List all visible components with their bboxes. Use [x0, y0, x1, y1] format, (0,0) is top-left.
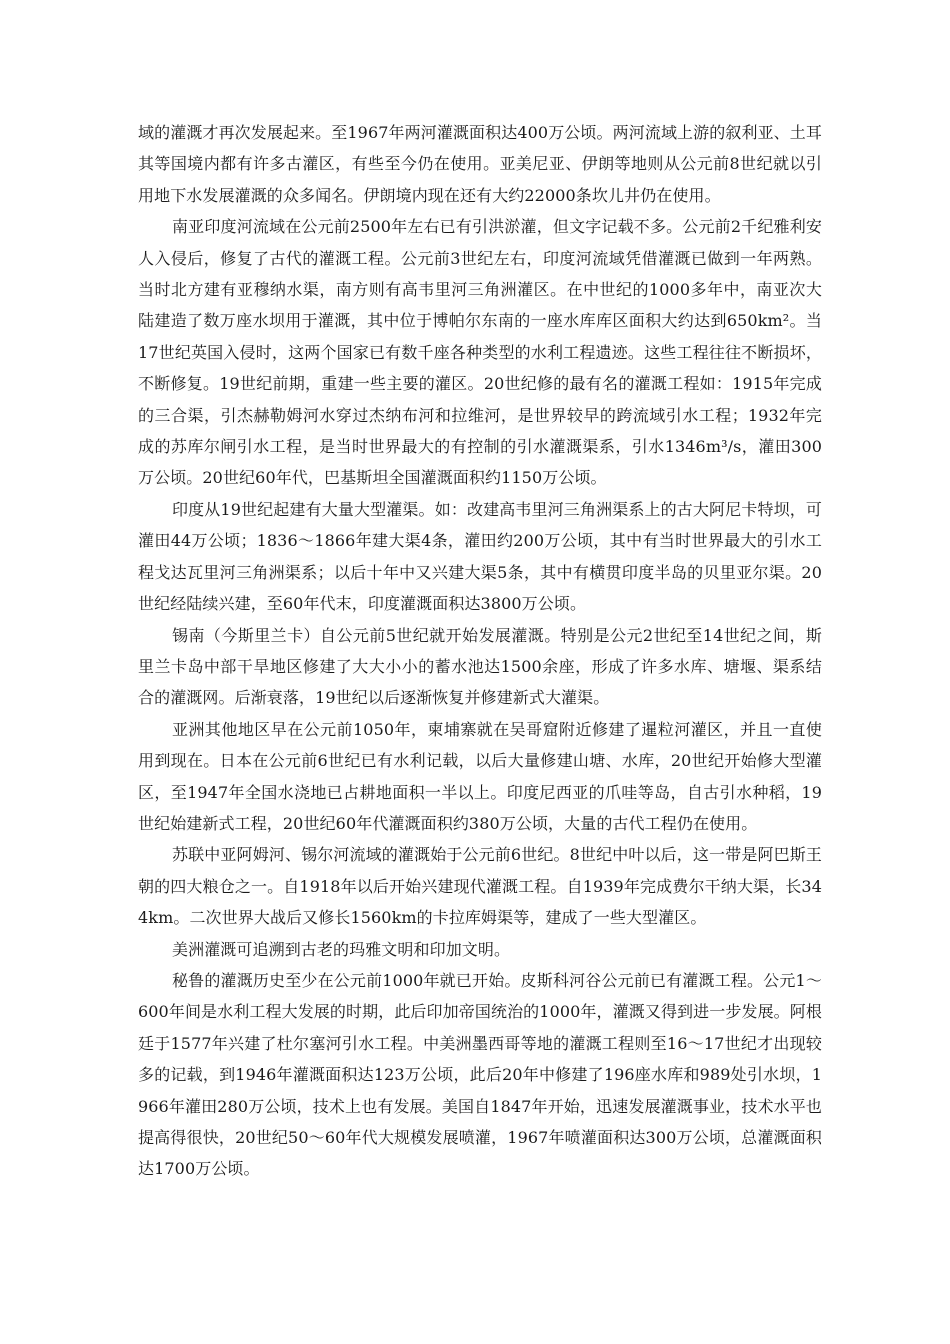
paragraph-5: 亚洲其他地区早在公元前1050年，柬埔寨就在吴哥窟附近修建了暹粒河灌区，并且一直使用到现在。日本在公元前6世纪已有水利记载，以后大量修建山塘、水库，20世纪开始修大型灌区，至1947年全国水浇地已占耕地面积一半以上。印度尼西亚的爪哇等岛，自古引水种稻，19世纪始建新式工程，20世纪60年代灌溉面积约380万公顷，大量的古代工程仍在使用。	[138, 719, 822, 833]
document-page	[138, 117, 822, 1185]
paragraph-7: 美洲灌溉可追溯到古老的玛雅文明和印加文明。	[172, 939, 511, 959]
paragraph-4: 锡南（今斯里兰卡）自公元前5世纪就开始发展灌溉。特别是公元2世纪至14世纪之间，斯里兰卡岛中部干旱地区修建了大大小小的蓄水池达1500余座，形成了许多水库、塘堰、渠系结合的灌溉网。后渐衰落，19世纪以后逐渐恢复并修建新式大灌渠。	[138, 625, 822, 708]
paragraph-6: 苏联中亚阿姆河、锡尔河流域的灌溉始于公元前6世纪。8世纪中叶以后，这一带是阿巴斯王朝的四大粮仓之一。自1918年以后开始兴建现代灌溉工程。自1939年完成费尔干纳大渠，长344km。二次世界大战后又修长1560km的卡拉库姆渠等，建成了一些大型灌区。	[138, 845, 822, 928]
paragraph-8: 秘鲁的灌溉历史至少在公元前1000年就已开始。皮斯科河谷公元前已有灌溉工程。公元1～600年间是水利工程大发展的时期，此后印加帝国统治的1000年，灌溉又得到进一步发展。阿根廷于1577年兴建了杜尔塞河引水工程。中美洲墨西哥等地的灌溉工程则至16～17世纪才出现较多的记载，到1946年灌溉面积达123万公顷，此后20年中修建了196座水库和989处引水坝，1966年灌田280万公顷，技术上也有发展。美国自1847年开始，迅速发展灌溉事业，技术水平也提高得很快，20世纪50～60年代大规模发展喷灌，1967年喷灌面积达300万公顷，总灌溉面积达1700万公顷。	[138, 970, 822, 1179]
paragraph-2: 南亚印度河流域在公元前2500年左右已有引洪淤灌，但文字记载不多。公元前2千纪雅利安人入侵后，修复了古代的灌溉工程。公元前3世纪左右，印度河流域凭借灌溉已做到一年两熟。当时北方建有亚穆纳水渠，南方则有高韦里河三角洲灌区。在中世纪的1000多年中，南亚次大陆建造了数万座水坝用于灌溉，其中位于博帕尔东南的一座水库库区面积大约达到650km²。当17世纪英国入侵时，这两个国家已有数千座各种类型的水利工程遗迹。这些工程往往不断损坏，不断修复。19世纪前期，重建一些主要的灌区。20世纪修的最有名的灌溉工程如：1915年完成的三合渠，引杰赫勒姆河水穿过杰纳布河和拉维河，是世界较早的跨流域引水工程；1932年完成的苏库尔闸引水工程，是当时世界最大的有控制的引水灌溉渠系，引水1346m³/s，灌田300万公顷。20世纪60年代，巴基斯坦全国灌溉面积约1150万公顷。	[138, 217, 822, 488]
paragraph-3: 印度从19世纪起建有大量大型灌渠。如：改建高韦里河三角洲渠系上的古大阿尼卡特坝，可灌田44万公顷；1836～1866年建大渠4条，灌田约200万公顷，其中有当时世界最大的引水工程戈达瓦里河三角洲渠系；以后十年中又兴建大渠5条，其中有横贯印度半岛的贝里亚尔渠。20世纪经陆续兴建，至60年代末，印度灌溉面积达3800万公顷。	[138, 499, 822, 614]
paragraph-1: 域的灌溉才再次发展起来。至1967年两河灌溉面积达400万公顷。两河流域上游的叙利亚、土耳其等国境内都有许多古灌区，有些至今仍在使用。亚美尼亚、伊朗等地则从公元前8世纪就以引用地下水发展灌溉的众多闻名。伊朗境内现在还有大约22000条坎儿井仍在使用。	[138, 123, 822, 205]
